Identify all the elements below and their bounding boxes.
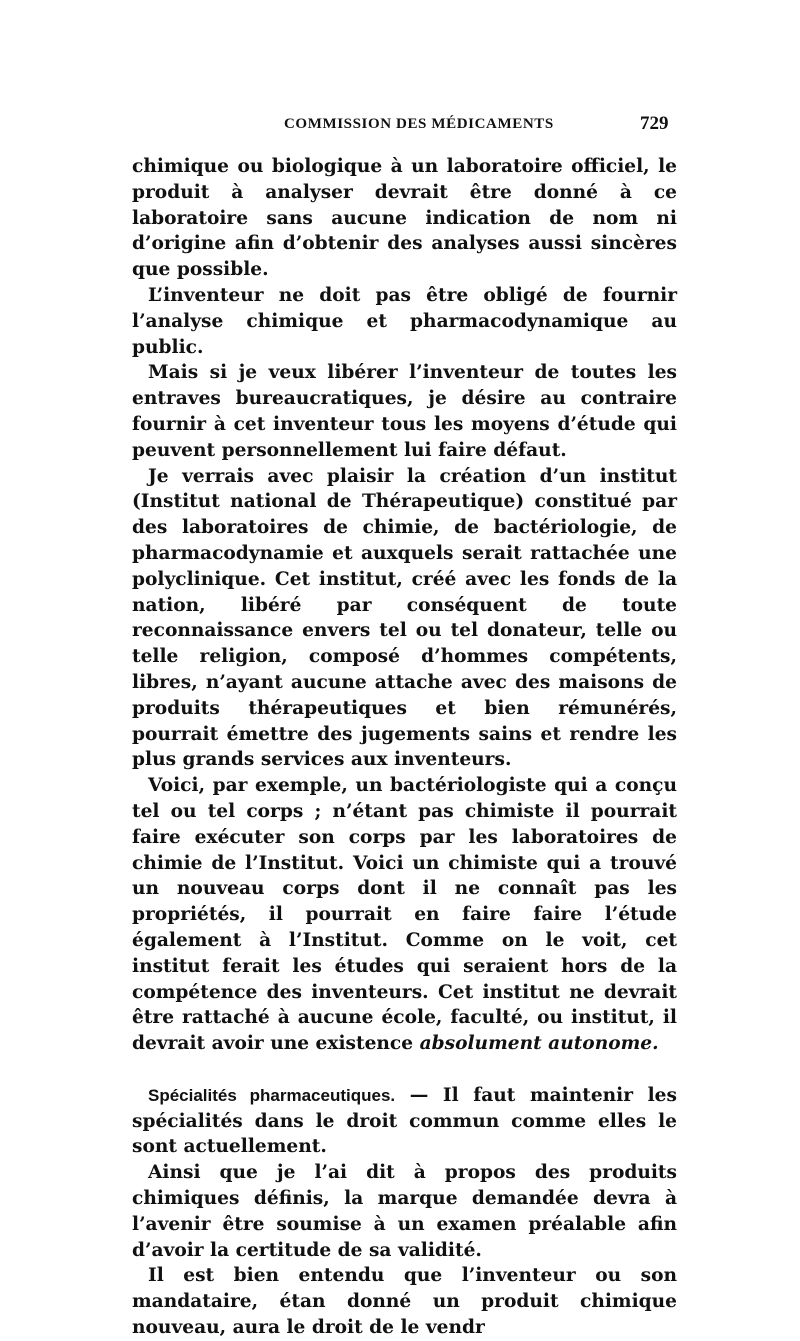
paragraph-institute: Je verrais avec plaisir la création d’un institut (Institut national de Thérapeutique) constitué par des laboratoires de chimie, de bactériologie, de pharmacodynamie et auxquels serait rattachée une polyclinique. Cet institut, créé avec les fonds de la nation, libéré par conséquent de toute reconnaissance envers tel ou tel donateur, telle ou telle religion, composé d’hommes compétents, libres, n’ayant aucune attache avec des maisons de produits thérapeutiques et bien rémunérés, pourrait émettre des jugements sains et rendre les plus grands services aux inventeurs. (132, 465, 677, 771)
paragraph-continued: chimique ou biologique à un laboratoire officiel, le produit à analyser devrait être donné à ce laboratoire sans aucune indication de nom ni d’origine afin d’obtenir des analyses aussi sincères que possible. (132, 156, 677, 281)
paragraph-trademark: Ainsi que je l’ai dit à propos des produits chimiques définis, la marque demandée devra à l’avenir être soumise à un examen préalable afin d’avoir la certitude de sa validité. (132, 1162, 677, 1261)
paragraph-bureaucracy: Mais si je veux libérer l’inventeur de toutes les entraves bureaucratiques, je désire au contraire fournir à cet inventeur tous les moyens d’étude qui peuvent personnellement lui faire défaut. (132, 362, 677, 461)
paragraph-specialties-text: — Il faut maintenir les spécialités dans le droit commun comme elles le sont actuellement. (132, 1084, 677, 1158)
paragraph-specialties (132, 1083, 677, 1160)
running-head: COMMISSION DES MÉDICAMENTS (284, 116, 554, 132)
page-number: 729 (640, 113, 669, 134)
body-text (132, 154, 677, 1341)
paragraph-analysis: L’inventeur ne doit pas être obligé de fournir l’analyse chimique et pharmacodynamique au public. (132, 284, 677, 358)
section-title: Spécialités pharmaceutiques. (148, 1085, 396, 1105)
paragraph-inventor-rights: Il est bien entendu que l’inventeur ou son mandataire, étan donné un produit chimique nouveau, aura le droit de le vendr (132, 1265, 677, 1339)
emphasis-autonomous: absolument autonome. (419, 1033, 659, 1055)
paragraph-example-text: Voici, par exemple, un bactériologiste qui a conçu tel ou tel corps ; n’étant pas chimiste il pourrait faire exécuter son corps par les laboratoires de chimie de l’Institut. Voici un chimiste qui a trouvé un nouveau corps dont il ne connaît pas les propriétés, il pourrait en faire faire l’étude également à l’Institut. Comme on le voit, cet institut ferait les études qui seraient hors de la compétence des inventeurs. Cet institut ne devrait être rattaché à aucune école, faculté, ou institut, il devrait avoir une existence (132, 775, 677, 1055)
paragraph-example (132, 773, 677, 1057)
